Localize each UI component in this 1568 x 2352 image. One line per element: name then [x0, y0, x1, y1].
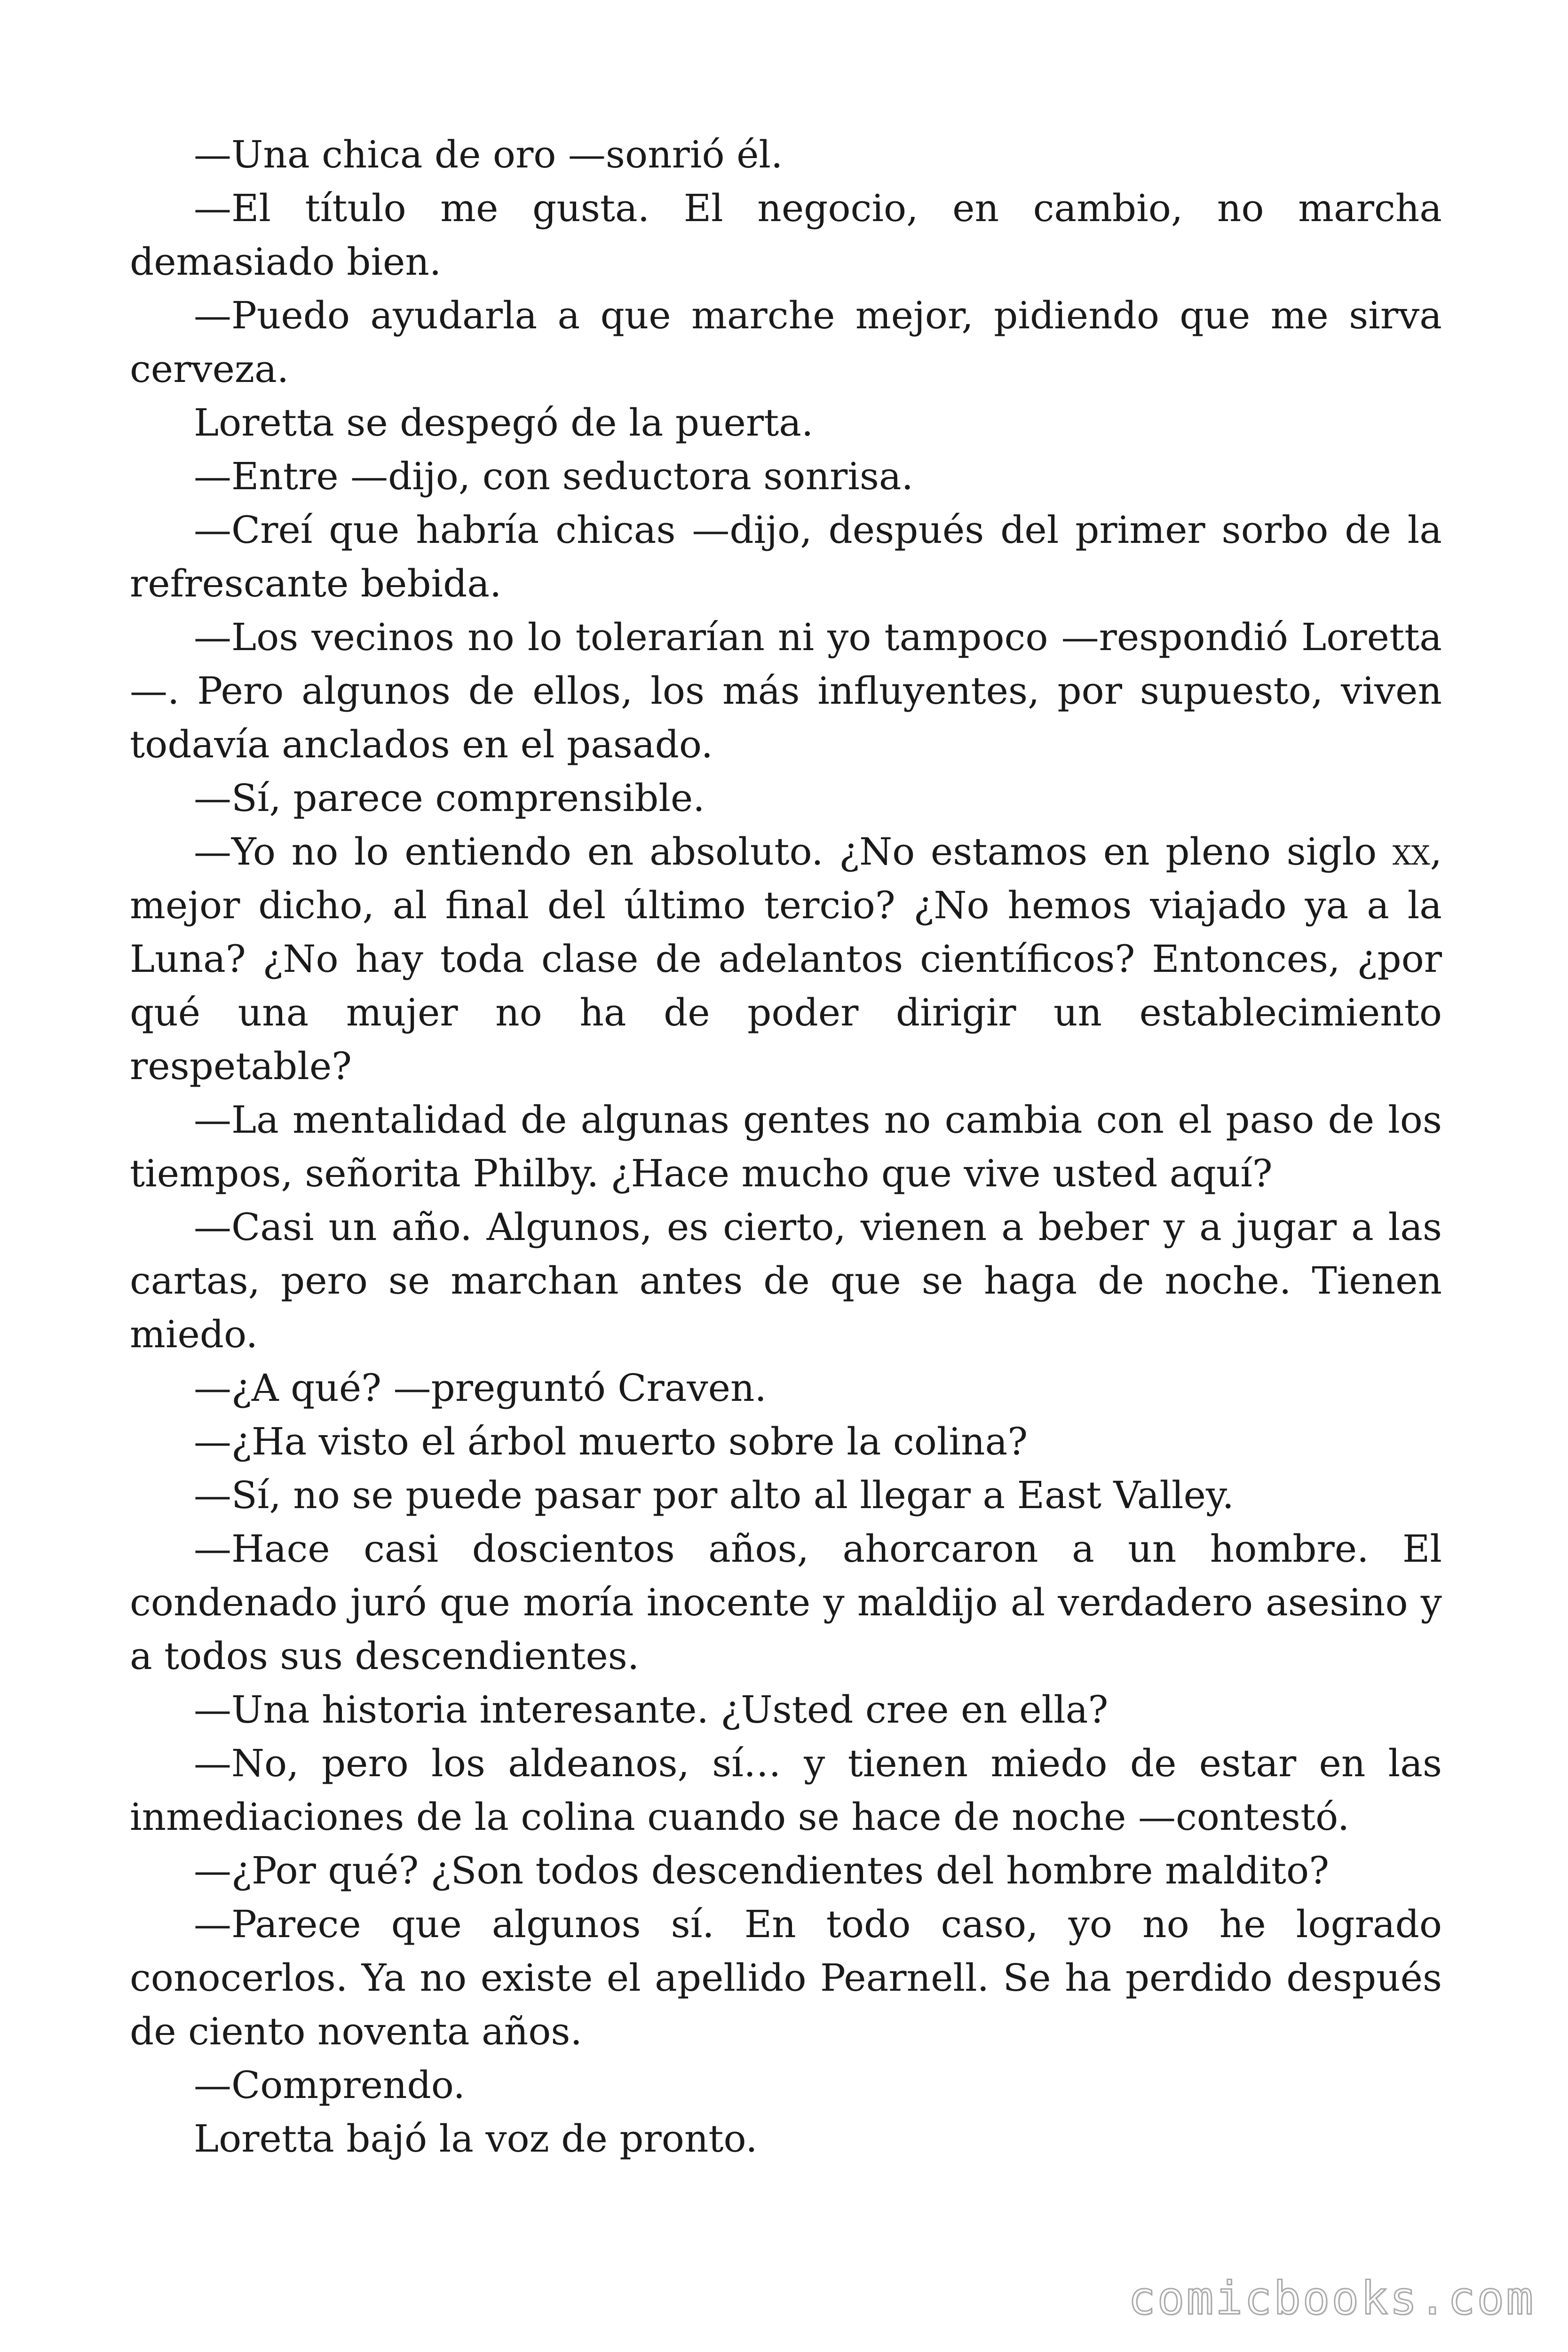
- paragraph: —¿A qué? —preguntó Craven.: [194, 1366, 767, 1410]
- paragraph: —Parece que algunos sí. En todo caso, yo no he logrado conocerlos. Ya no existe el apellido Pearnell. Se ha perdido después de ciento noventa años.: [130, 1902, 1442, 2053]
- paragraph: —¿Por qué? ¿Son todos descendientes del hombre maldito?: [194, 1849, 1330, 1892]
- paragraph: —¿Ha visto el árbol muerto sobre la colina?: [194, 1420, 1028, 1463]
- paragraph: —Casi un año. Algunos, es cierto, vienen a beber y a jugar a las cartas, pero se marchan antes de que se haga de noche. Tienen miedo.: [130, 1205, 1442, 1356]
- paragraph-part: —Yo no lo entiendo en absoluto. ¿No estamos en pleno siglo: [194, 830, 1393, 874]
- paragraph: —El título me gusta. El negocio, en cambio, no marcha demasiado bien.: [130, 186, 1442, 284]
- paragraph: [130, 825, 1442, 1093]
- paragraph: —Creí que habría chicas —dijo, después del primer sorbo de la refrescante bebida.: [130, 508, 1442, 605]
- watermark: comicbooks.com: [1128, 2272, 1535, 2325]
- paragraph: —Comprendo.: [194, 2063, 465, 2107]
- paragraph: Loretta se despegó de la puerta.: [194, 401, 814, 445]
- paragraph: —Una chica de oro —sonrió él.: [194, 133, 783, 176]
- paragraph: —Puedo ayudarla a que marche mejor, pidiendo que me sirva cerveza.: [130, 294, 1442, 391]
- paragraph: —La mentalidad de algunas gentes no cambia con el paso de los tiempos, señorita Philby. ¿Hace mucho que vive usted aquí?: [130, 1098, 1442, 1195]
- paragraph-part: , mejor dicho, al final del último tercio? ¿No hemos viajado ya a la Luna? ¿No hay toda clase de adelantos científicos? Entonces, ¿por qué una mujer no ha de poder dirigir un establecimiento respetable?: [130, 830, 1442, 1088]
- paragraph: Loretta bajó la voz de pronto.: [194, 2117, 758, 2161]
- paragraph: —Sí, parece comprensible.: [194, 776, 705, 820]
- paragraph: —Una historia interesante. ¿Usted cree en ella?: [194, 1688, 1109, 1732]
- paragraph: —Hace casi doscientos años, ahorcaron a un hombre. El condenado juró que moría inocente y maldijo al verdadero asesino y a todos sus descendientes.: [130, 1527, 1442, 1678]
- body-text: [130, 128, 1442, 2166]
- paragraph: —No, pero los aldeanos, sí… y tienen miedo de estar en las inmediaciones de la colina cuando se hace de noche —contestó.: [130, 1741, 1442, 1839]
- paragraph: —Sí, no se puede pasar por alto al llegar a East Valley.: [194, 1473, 1234, 1517]
- small-caps-century: xx: [1392, 830, 1430, 874]
- paragraph: —Los vecinos no lo tolerarían ni yo tampoco —respondió Loretta—. Pero algunos de ellos, los más influyentes, por supuesto, viven todavía anclados en el pasado.: [130, 615, 1442, 766]
- paragraph: —Entre —dijo, con seductora sonrisa.: [194, 454, 913, 498]
